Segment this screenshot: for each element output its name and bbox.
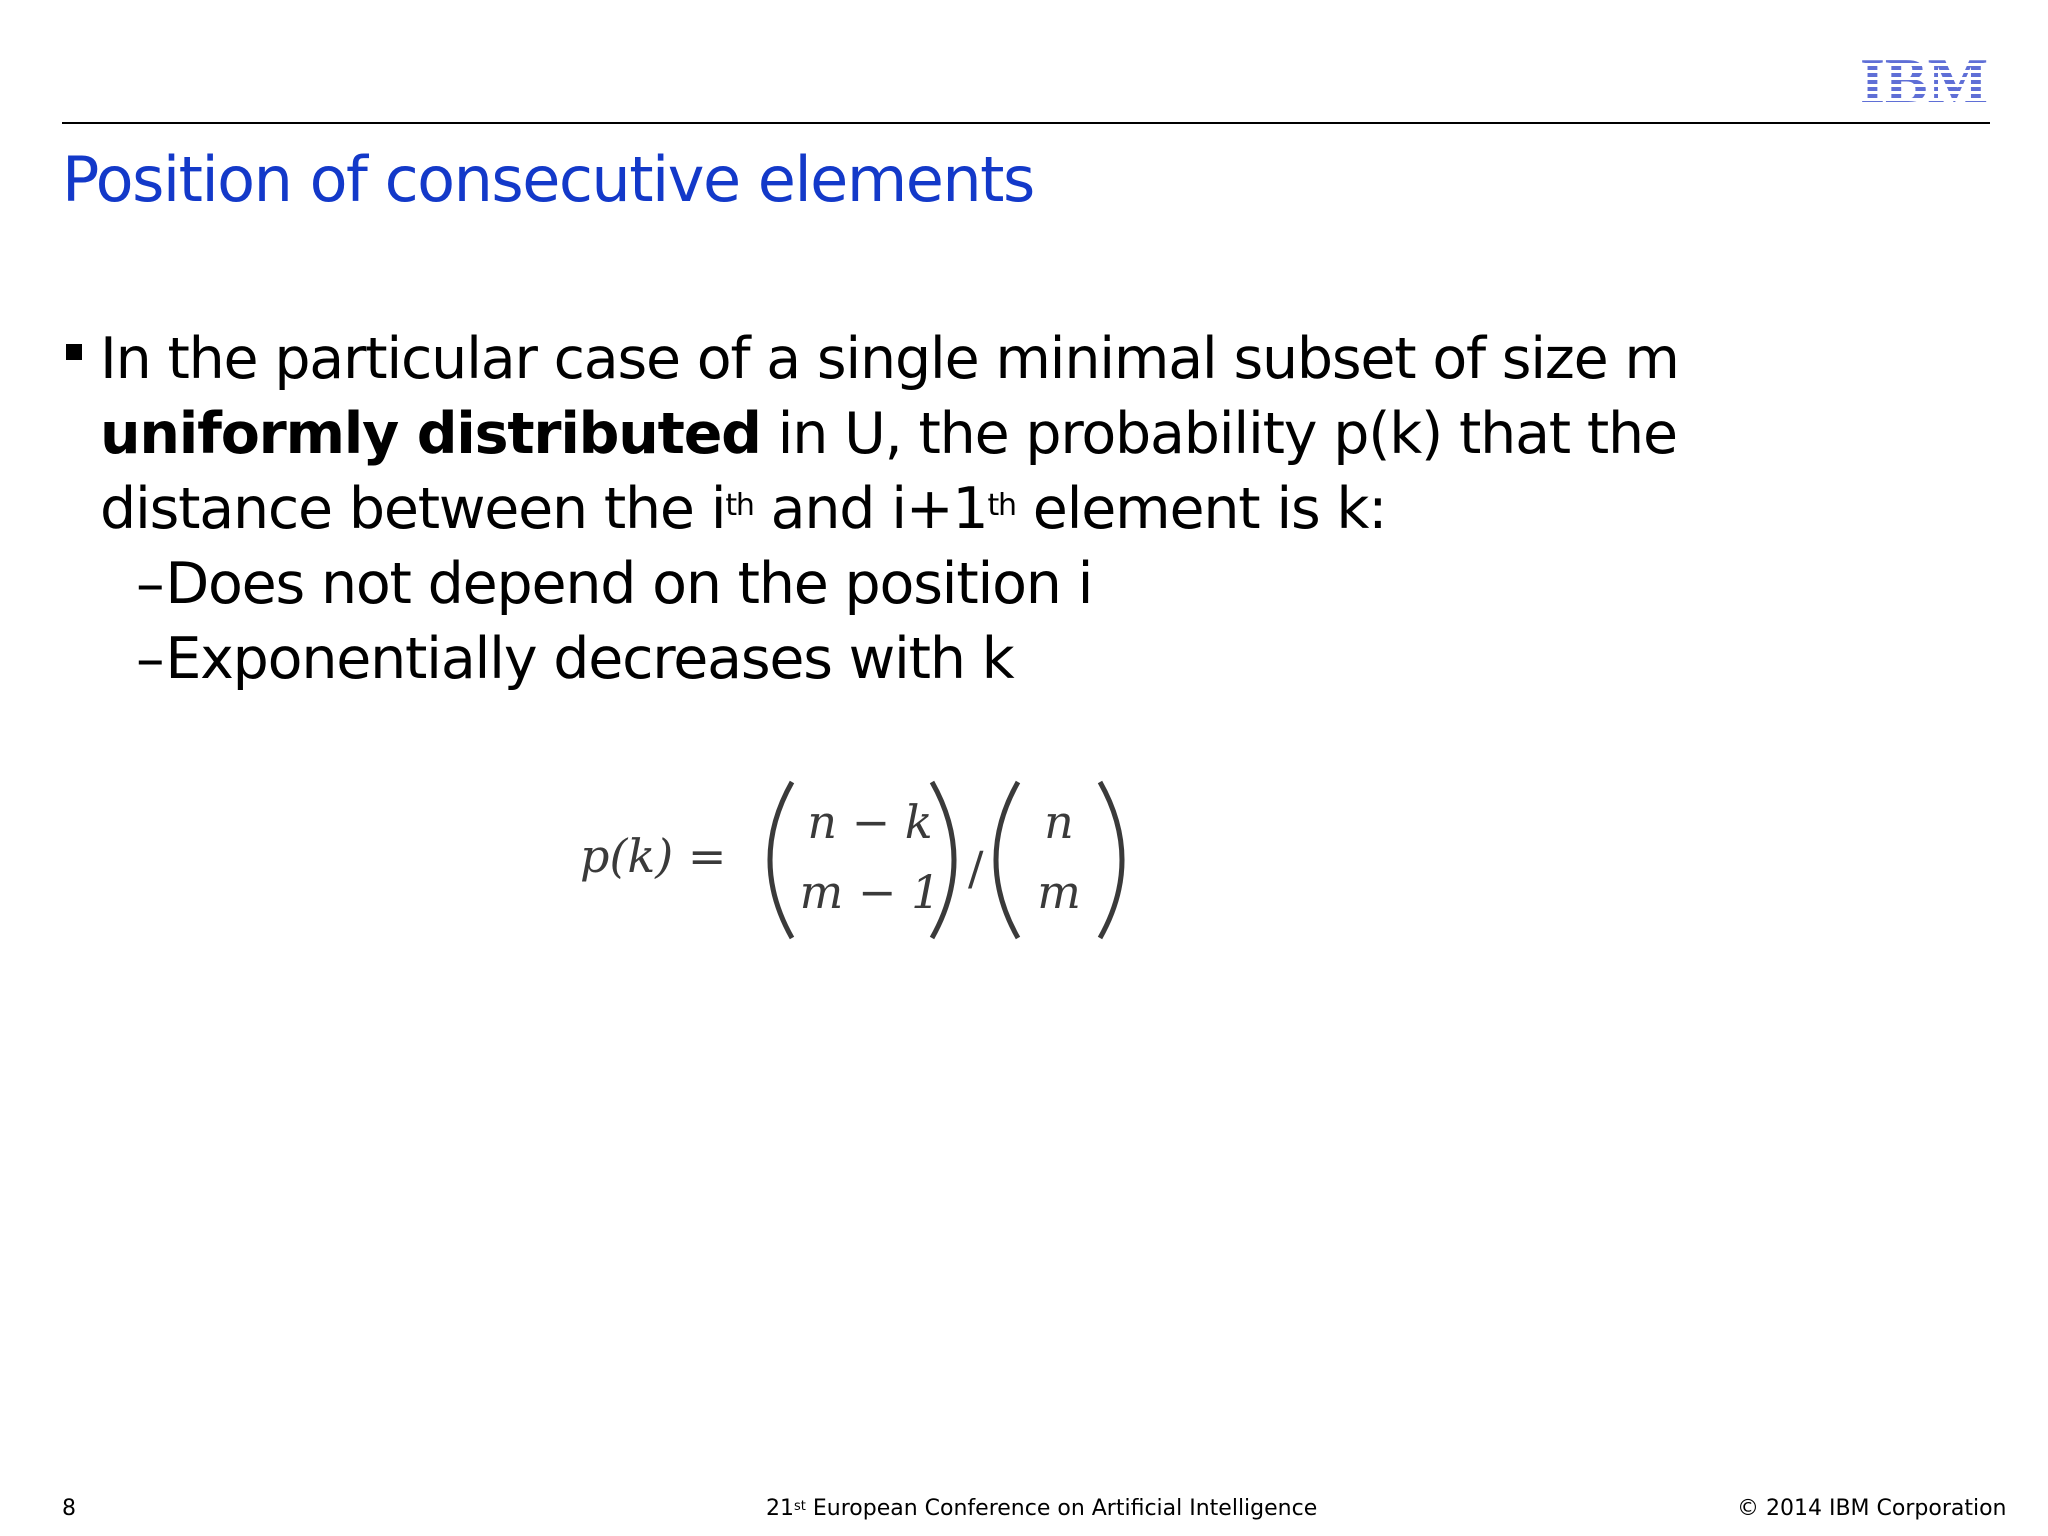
close-paren <box>1100 782 1122 938</box>
probability-formula <box>570 760 1130 960</box>
superscript-th: th <box>725 488 754 523</box>
sub-item-text: Exponentially decreases with k <box>165 626 1014 692</box>
formula-divide: / <box>968 841 984 895</box>
sub-item-text: Does not depend on the position i <box>165 551 1093 617</box>
bullet-line-3 <box>100 472 1922 547</box>
formula-lhs: p(k) = <box>580 829 727 883</box>
dash-marker: – <box>136 551 164 617</box>
header-rule <box>62 122 1990 124</box>
copyright: © 2014 IBM Corporation <box>1737 1496 2007 1521</box>
sub-item <box>136 547 1922 622</box>
conference-number: 21 <box>766 1496 794 1521</box>
bullet-item <box>62 322 1922 547</box>
superscript-th: th <box>987 488 1016 523</box>
bullet-line-3b: and i+1 <box>753 476 988 542</box>
bullet-line-1: In the particular case of a single minimal subset of size m <box>100 326 1679 392</box>
ibm-logo <box>1858 50 1990 104</box>
binom1-bottom: m − 1 <box>799 865 941 919</box>
bullet-line-3c: element is k: <box>1015 476 1387 542</box>
conference-text: European Conference on Artificial Intelligence <box>805 1496 1318 1521</box>
bullet-line-2-rest: in U, the probability p(k) that the <box>760 401 1677 467</box>
slide-body <box>62 322 1922 697</box>
sub-item <box>136 622 1922 697</box>
binom2-bottom: m <box>1037 865 1081 919</box>
square-bullet-icon <box>66 344 82 360</box>
dash-marker: – <box>136 626 164 692</box>
conference-sup: st <box>794 1499 806 1514</box>
binom1-top: n − k <box>807 795 933 849</box>
bold-phrase: uniformly distributed <box>100 401 761 467</box>
bullet-line-2 <box>100 397 1922 472</box>
page-number: 8 <box>62 1496 76 1521</box>
sub-list <box>136 547 1922 697</box>
open-paren <box>770 782 792 938</box>
slide-title: Position of consecutive elements <box>62 143 1034 216</box>
binom2-top: n <box>1044 795 1074 849</box>
open-paren <box>996 782 1018 938</box>
bullet-line-3a: distance between the i <box>100 476 726 542</box>
conference-name <box>766 1495 1317 1523</box>
